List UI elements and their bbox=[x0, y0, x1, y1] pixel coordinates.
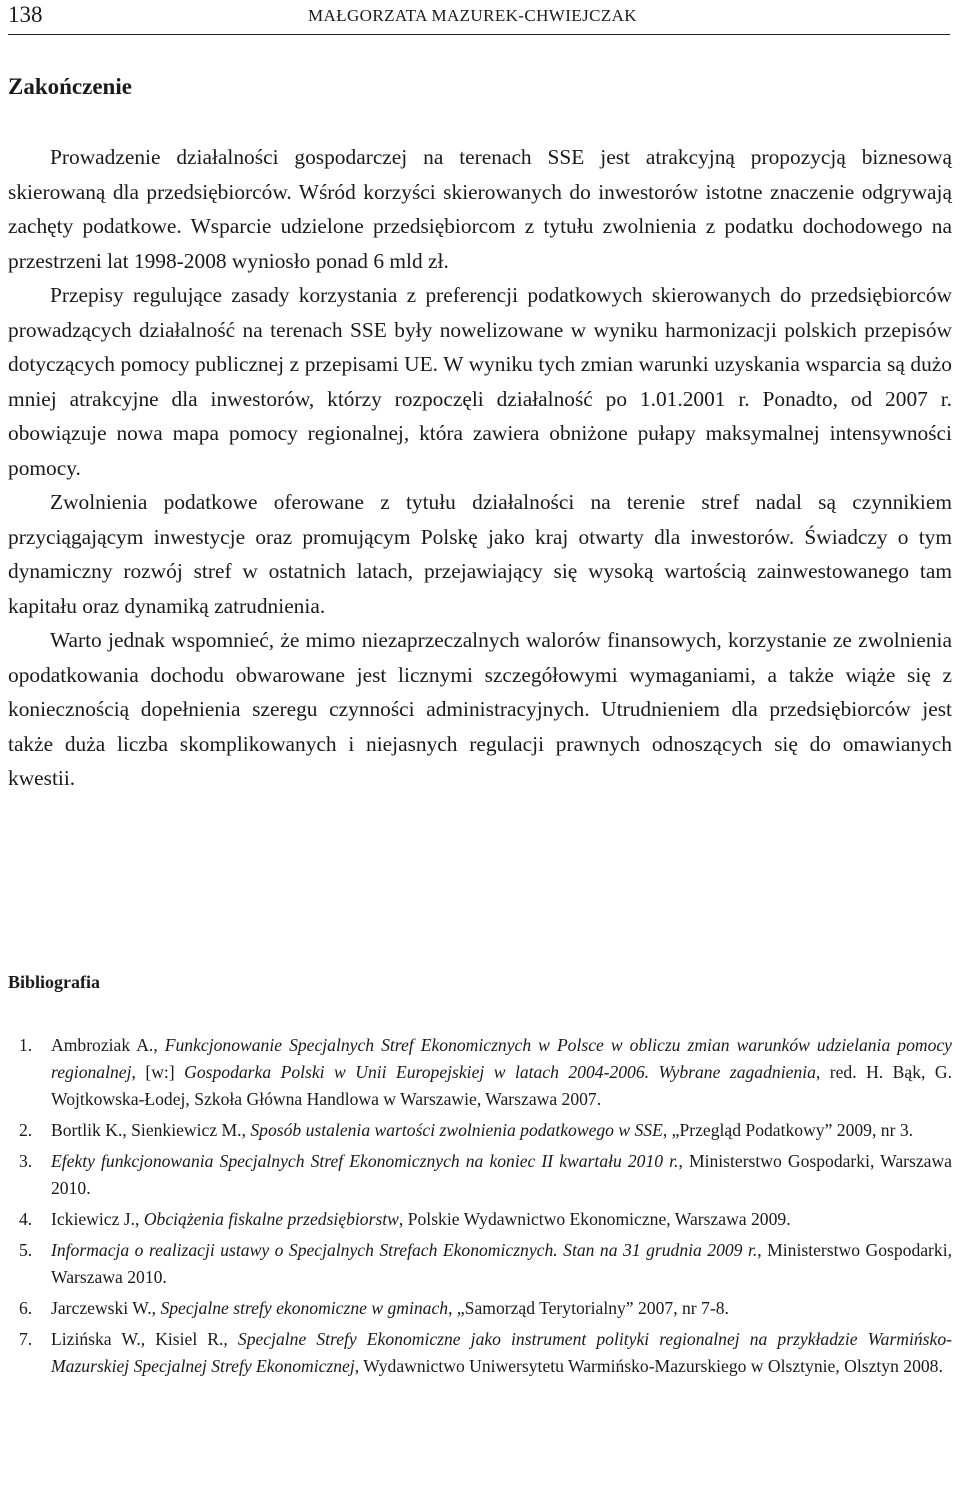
entry-connector: , [w:] bbox=[131, 1062, 185, 1082]
entry-book-title: Gospodarka Polski w Unii Europejskiej w latach 2004-2006. Wybrane zagadnienia bbox=[184, 1062, 816, 1082]
bibliography-entry bbox=[8, 1237, 952, 1291]
bibliography-title: Bibliografia bbox=[8, 972, 101, 992]
entry-number: 2. bbox=[19, 1120, 33, 1140]
entry-number: 4. bbox=[19, 1209, 33, 1229]
entry-details: , Polskie Wydawnictwo Ekonomiczne, Warszawa 2009. bbox=[398, 1209, 791, 1229]
bibliography-list bbox=[8, 1032, 952, 1384]
bibliography-entry bbox=[8, 1206, 952, 1233]
entry-details: , Wydawnictwo Uniwersytetu Warmińsko-Mazurskiego w Olsztynie, Olsztyn 2008. bbox=[354, 1356, 943, 1376]
entry-author: Jarczewski W., bbox=[51, 1298, 161, 1318]
paragraph: Przepisy regulujące zasady korzystania z preferencji podatkowych skierowanych do przedsiębiorców prowadzących działalność na terenach SSE były nowelizowane w wyniku harmonizacji polskich przepisów dotyczących pomocy publicznej z przepisami UE. W wyniku tych zmian warunki uzyskania wsparcia są dużo mniej atrakcyjne dla inwestorów, którzy rozpoczęli działalność po 1.01.2001 r. Ponadto, od 2007 r. obowiązuje nowa mapa pomocy regionalnej, która zawiera obniżone pułapy maksymalnej intensywności pomocy. bbox=[8, 283, 952, 480]
entry-number: 3. bbox=[19, 1151, 33, 1171]
entry-details: , Ministerstwo Gospodarki, Warszawa 2010. bbox=[51, 1240, 952, 1287]
entry-number: 1. bbox=[19, 1035, 33, 1055]
entry-author: Ickiewicz J., bbox=[51, 1209, 144, 1229]
paragraph: Prowadzenie działalności gospodarczej na terenach SSE jest atrakcyjną propozycją biznesową skierowaną dla przedsiębiorców. Wśród korzyści skierowanych do inwestorów istotne znaczenie odgrywają zachęty podatkowe. Wsparcie udzielone przedsiębiorcom z tytułu zwolnienia z podatku dochodowego na przestrzeni lat 1998-2008 wyniosło ponad 6 mld zł. bbox=[8, 145, 952, 273]
entry-number: 5. bbox=[19, 1240, 33, 1260]
entry-details: , „Przegląd Podatkowy” 2009, nr 3. bbox=[662, 1120, 914, 1140]
entry-details: , Ministerstwo Gospodarki, Warszawa 2010. bbox=[51, 1151, 952, 1198]
bibliography-entry bbox=[8, 1295, 952, 1322]
entry-author: Lizińska W., Kisiel R., bbox=[51, 1329, 238, 1349]
entry-number: 7. bbox=[19, 1329, 33, 1349]
entry-author: Ambroziak A., bbox=[51, 1035, 165, 1055]
section-body bbox=[8, 140, 952, 796]
page-header bbox=[8, 0, 950, 35]
paragraph: Zwolnienia podatkowe oferowane z tytułu działalności na terenie stref nadal są czynnikiem przyciągającym inwestycje oraz promującym Polskę jako kraj otwarty dla inwestorów. Świadczy o tym dynamiczny rozwój stref w ostatnich latach, przejawiający się wysoką wartością zainwestowanego tam kapitału oraz dynamiką zatrudnienia. bbox=[8, 490, 952, 618]
page-number: 138 bbox=[8, 2, 43, 27]
entry-title: Informacja o realizacji ustawy o Specjalnych Strefach Ekonomicznych. Stan na 31 grudnia 2009 r. bbox=[51, 1240, 758, 1260]
entry-number: 6. bbox=[19, 1298, 33, 1318]
entry-title: Specjalne Strefy Ekonomiczne jako instrument polityki regionalnej na przykładzie Warmińsko-Mazurskiej Specjalnej Strefy Ekonomicznej bbox=[51, 1329, 952, 1376]
entry-author: Bortlik K., Sienkiewicz M., bbox=[51, 1120, 251, 1140]
running-head: MAŁGORZATA MAZUREK-CHWIEJCZAK bbox=[308, 6, 637, 25]
paragraph: Warto jednak wspomnieć, że mimo niezaprzeczalnych walorów finansowych, korzystanie ze zwolnienia opodatkowania dochodu obwarowane jest licznymi szczegółowymi wymaganiami, a także wiąże się z koniecznością dopełnienia szeregu czynności administracyjnych. Utrudnieniem dla przedsiębiorców jest także duża liczba skomplikowanych i niejasnych regulacji prawnych odnoszących się do omawianych kwestii. bbox=[8, 628, 952, 790]
bibliography-entry bbox=[8, 1148, 952, 1202]
section-title: Zakończenie bbox=[8, 74, 132, 99]
bibliography-entry bbox=[8, 1117, 952, 1144]
bibliography-entry bbox=[8, 1326, 952, 1380]
entry-title: Obciążenia fiskalne przedsiębiorstw bbox=[143, 1209, 399, 1229]
entry-details: , „Samorząd Terytorialny” 2007, nr 7-8. bbox=[448, 1298, 729, 1318]
entry-title: Specjalne strefy ekonomiczne w gminach bbox=[160, 1298, 449, 1318]
bibliography-entry bbox=[8, 1032, 952, 1113]
entry-title: Funkcjonowanie Specjalnych Stref Ekonomicznych w Polsce w obliczu zmian warunków udzielania pomocy regionalnej bbox=[51, 1035, 952, 1082]
entry-details: , red. H. Bąk, G. Wojtkowska-Łodej, Szkoła Główna Handlowa w Warszawie, Warszawa 2007. bbox=[51, 1062, 952, 1109]
entry-title: Efekty funkcjonowania Specjalnych Stref Ekonomicznych na koniec II kwartału 2010 r. bbox=[51, 1151, 679, 1171]
entry-title: Sposób ustalenia wartości zwolnienia podatkowego w SSE bbox=[250, 1120, 663, 1140]
